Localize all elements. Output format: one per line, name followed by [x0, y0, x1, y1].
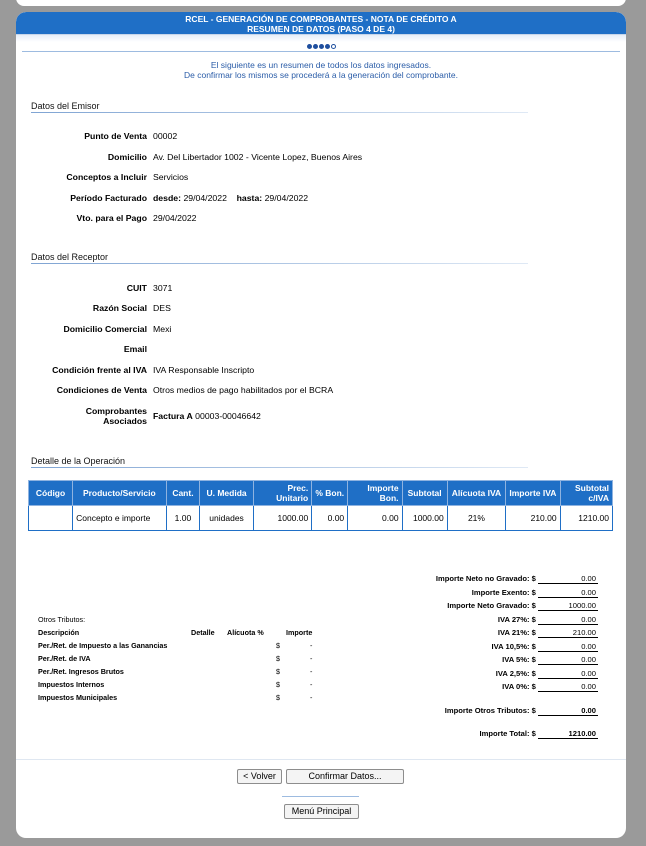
table-header-row [29, 481, 613, 506]
total-label: IVA 21%: $ [497, 628, 536, 637]
field-label: Punto de Venta [84, 131, 147, 141]
field-value: 29/04/2022 [153, 213, 197, 223]
hasta-label: hasta: [236, 193, 263, 203]
total-label: IVA 27%: $ [497, 615, 536, 624]
field-value [153, 193, 308, 203]
total-iva-21 [498, 628, 598, 638]
total-label: IVA 5%: $ [502, 655, 536, 664]
column-header: Cant. [166, 481, 200, 506]
total-value: 210.00 [538, 628, 598, 638]
total-iva-105 [492, 642, 598, 652]
tributo-currency: $ [276, 693, 280, 702]
cell-codigo [29, 506, 73, 531]
total-iva-25 [496, 669, 598, 679]
field-label: Email [123, 344, 147, 354]
total-iva-5 [502, 655, 598, 665]
field-label: Domicilio Comercial [63, 324, 147, 334]
field-value: 00002 [153, 131, 178, 141]
section-divider [31, 467, 528, 468]
total-value: 0.00 [538, 655, 598, 665]
field-label [16, 406, 147, 426]
total-importe [479, 729, 598, 739]
field-label: Condición frente al IVA [52, 365, 147, 375]
page-subtitle: RESUMEN DE DATOS (PASO 4 DE 4) [247, 24, 395, 34]
tributo-amount: - [310, 654, 313, 663]
section-receptor-title: Datos del Receptor [31, 252, 109, 262]
field-label: Conceptos a Incluir [66, 172, 147, 182]
main-menu-button[interactable]: Menú Principal [284, 804, 359, 819]
total-value: 1210.00 [538, 729, 598, 739]
tributo-name: Per./Ret. de IVA [38, 654, 91, 663]
tributo-amount: - [310, 641, 313, 650]
tributo-name: Per./Ret. Ingresos Brutos [38, 667, 124, 676]
total-neto-gravado [447, 601, 598, 611]
total-exento [472, 588, 598, 598]
field-value: 3071 [153, 283, 173, 293]
field-value: Otros medios de pago habilitados por el BCRA [153, 385, 334, 395]
tributo-amount: - [310, 667, 313, 676]
column-header: Descripción [38, 628, 80, 637]
total-value: 1000.00 [538, 601, 598, 611]
total-otros-tributos [445, 706, 598, 716]
column-header: Subtotal [402, 481, 447, 506]
field-value: Av. Del Libertador 1002 - Vicente Lopez, Buenos Aires [153, 152, 363, 162]
field-value: Mexi [153, 324, 172, 334]
tributo-amount: - [310, 693, 313, 702]
section-divider [31, 263, 528, 264]
step-dot [325, 44, 330, 49]
field-label: Domicilio [107, 152, 147, 162]
step-dot-pending [331, 44, 336, 49]
back-button[interactable]: < Volver [237, 769, 282, 784]
intro-text [16, 60, 626, 80]
hasta-value: 29/04/2022 [264, 193, 309, 203]
field-label: Vto. para el Pago [76, 213, 147, 223]
column-header: Código [29, 481, 73, 506]
tributo-name: Impuestos Internos [38, 680, 105, 689]
cell-importe-iva: 210.00 [506, 506, 560, 531]
cell-subtotal: 1000.00 [402, 506, 447, 531]
divider [22, 51, 620, 52]
tributo-amount: - [310, 680, 313, 689]
tributo-currency: $ [276, 680, 280, 689]
cell-medida: unidades [200, 506, 253, 531]
total-iva-27 [498, 615, 598, 625]
cell-subtotal-iva: 1210.00 [560, 506, 612, 531]
column-header: Subtotal c/IVA [560, 481, 612, 506]
total-label: IVA 0%: $ [502, 682, 536, 691]
total-label: Importe Exento: $ [471, 588, 536, 597]
step-dot [319, 44, 324, 49]
tributo-name: Per./Ret. de Impuesto a las Ganancias [38, 641, 168, 650]
field-value: DES [153, 303, 171, 313]
table-row [29, 506, 613, 531]
step-dot [313, 44, 318, 49]
field-label-line: Comprobantes [85, 406, 147, 416]
total-value: 0.00 [538, 615, 598, 625]
total-neto-no-gravado [436, 574, 598, 584]
column-header: Prec. Unitario [253, 481, 312, 506]
header-strip [16, 34, 626, 42]
intro-line: De confirmar los mismos se procederá a la generación del comprobante. [183, 70, 459, 80]
column-header: U. Medida [200, 481, 253, 506]
section-divider [31, 112, 528, 113]
field-label: Período Facturado [70, 193, 147, 203]
total-label: IVA 10,5%: $ [491, 642, 536, 651]
confirm-button[interactable]: Confirmar Datos... [286, 769, 404, 784]
total-label: IVA 2,5%: $ [495, 669, 536, 678]
column-header: Importe Bon. [348, 481, 402, 506]
total-label: Importe Neto Gravado: $ [447, 601, 536, 610]
field-label: CUIT [126, 283, 147, 293]
detalle-table [28, 480, 613, 531]
intro-line: El siguiente es un resumen de todos los datos ingresados. [210, 60, 432, 70]
otros-tributos-title: Otros Tributos: [38, 615, 86, 624]
section-detalle-title: Detalle de la Operación [31, 456, 126, 466]
cell-bonificacion: 0.00 [312, 506, 348, 531]
total-value: 0.00 [538, 574, 598, 584]
cell-alicuota: 21% [447, 506, 506, 531]
field-label: Condiciones de Venta [56, 385, 147, 395]
tributo-name: Impuestos Municipales [38, 693, 118, 702]
step-dot [307, 44, 312, 49]
top-window-edge [16, 0, 626, 6]
tributo-currency: $ [276, 654, 280, 663]
total-value: 0.00 [538, 706, 598, 716]
page-title: RCEL - GENERACIÓN DE COMPROBANTES - NOTA DE CRÉDITO A [185, 14, 457, 24]
page-header [16, 12, 626, 34]
field-label-line: Asociados [103, 416, 147, 426]
divider [16, 759, 626, 760]
total-iva-0 [502, 682, 598, 692]
desde-label: desde: [153, 193, 182, 203]
column-header: % Bon. [312, 481, 348, 506]
column-header: Producto/Servicio [73, 481, 166, 506]
main-panel [16, 12, 626, 838]
comprobante-tipo: Factura A [153, 411, 193, 421]
column-header: Importe IVA [506, 481, 560, 506]
column-header: Alícuota % [227, 628, 264, 637]
total-label: Importe Otros Tributos: $ [444, 706, 536, 715]
cell-cantidad: 1.00 [166, 506, 200, 531]
field-value: IVA Responsable Inscripto [153, 365, 255, 375]
cell-importe-bon: 0.00 [348, 506, 402, 531]
cell-precio: 1000.00 [253, 506, 312, 531]
total-label: Importe Neto no Gravado: $ [435, 574, 536, 583]
field-value [153, 411, 261, 421]
total-value: 0.00 [538, 588, 598, 598]
field-value: Servicios [153, 172, 189, 182]
desde-value: 29/04/2022 [183, 193, 227, 203]
step-indicator [16, 42, 626, 51]
total-value: 0.00 [538, 642, 598, 652]
field-label: Razón Social [92, 303, 147, 313]
column-header: Importe [286, 628, 313, 637]
total-value: 0.00 [538, 682, 598, 692]
cell-producto: Concepto e importe [73, 506, 166, 531]
column-header: Detalle [191, 628, 215, 637]
tributo-currency: $ [276, 641, 280, 650]
tributo-currency: $ [276, 667, 280, 676]
total-label: Importe Total: $ [479, 729, 536, 738]
comprobante-numero: 00003-00046642 [195, 411, 261, 421]
divider [282, 796, 359, 797]
total-value: 0.00 [538, 669, 598, 679]
column-header: Alícuota IVA [447, 481, 506, 506]
section-emisor-title: Datos del Emisor [31, 101, 100, 111]
